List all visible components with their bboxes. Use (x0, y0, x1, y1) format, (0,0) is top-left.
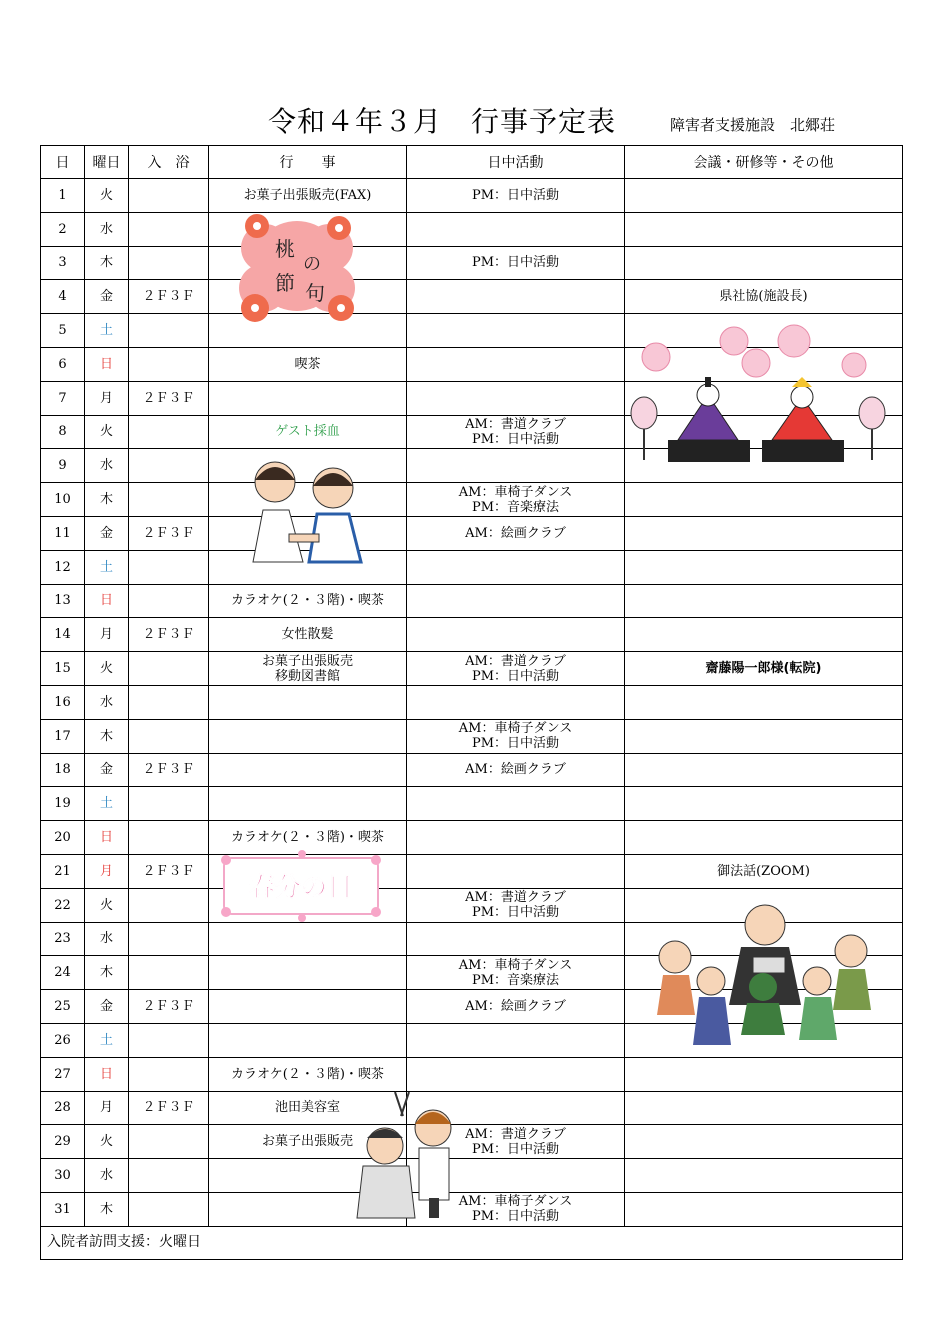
activity-cell: AM：書道クラブ PM：日中活動 (407, 1125, 625, 1159)
table-row (41, 1091, 903, 1125)
day-cell: 10 (41, 483, 85, 517)
event-cell: お菓子出張販売 (209, 1125, 407, 1159)
other-cell (625, 516, 903, 550)
table-row (41, 854, 903, 888)
shunbun-no-hi-illustration (218, 848, 384, 924)
bath-cell (129, 314, 209, 348)
table-row (41, 618, 903, 652)
other-cell (625, 719, 903, 753)
day-cell: 4 (41, 280, 85, 314)
day-cell: 11 (41, 516, 85, 550)
table-row (41, 550, 903, 584)
bath-cell (129, 1125, 209, 1159)
nurse-icon (253, 462, 303, 562)
table-row (41, 516, 903, 550)
weekday-cell: 日 (85, 1057, 129, 1091)
activity-cell (407, 449, 625, 483)
other-cell (625, 483, 903, 517)
activity-cell: AM：絵画クラブ (407, 516, 625, 550)
bath-cell (129, 212, 209, 246)
weekday-cell: 日 (85, 347, 129, 381)
bath-cell: ２Ｆ３Ｆ (129, 990, 209, 1024)
facility-name: 障害者支援施設 北郷荘 (670, 116, 836, 134)
stylist-icon (415, 1110, 451, 1218)
scissors-icon (395, 1092, 409, 1116)
activity-cell: AM：書道クラブ PM：日中活動 (407, 888, 625, 922)
shunbun-label: 春分の日 (248, 873, 354, 903)
day-cell: 26 (41, 1023, 85, 1057)
weekday-cell: 土 (85, 314, 129, 348)
other-cell (625, 618, 903, 652)
other-cell (625, 246, 903, 280)
day-cell: 3 (41, 246, 85, 280)
activity-cell: PM：日中活動 (407, 179, 625, 213)
table-row (41, 1125, 903, 1159)
other-cell (625, 1159, 903, 1193)
bath-cell (129, 821, 209, 855)
other-cell (625, 821, 903, 855)
other-cell (625, 787, 903, 821)
col-event: 行 事 (209, 146, 407, 179)
table-row (41, 1192, 903, 1226)
activity-cell (407, 347, 625, 381)
table-row (41, 246, 903, 280)
weekday-cell: 月 (85, 1091, 129, 1125)
col-activity: 日中活動 (407, 146, 625, 179)
event-cell (209, 381, 407, 415)
weekday-cell: 水 (85, 685, 129, 719)
momo-label-2: の (303, 254, 321, 275)
weekday-cell: 日 (85, 584, 129, 618)
activity-cell (407, 280, 625, 314)
col-weekday: 曜日 (85, 146, 129, 179)
weekday-cell: 金 (85, 753, 129, 787)
table-row (41, 652, 903, 686)
day-cell: 13 (41, 584, 85, 618)
event-cell: お菓子出張販売 移動図書館 (209, 652, 407, 686)
weekday-cell: 火 (85, 179, 129, 213)
dharma-talk-illustration (645, 895, 890, 1050)
activity-cell (407, 1023, 625, 1057)
weekday-cell: 火 (85, 888, 129, 922)
activity-cell: AM：車椅子ダンス PM：日中活動 (407, 719, 625, 753)
activity-cell: AM：車椅子ダンス PM：日中活動 (407, 1192, 625, 1226)
weekday-cell: 月 (85, 854, 129, 888)
day-cell: 8 (41, 415, 85, 449)
weekday-cell: 木 (85, 1192, 129, 1226)
table-row (41, 584, 903, 618)
activity-cell: PM：日中活動 (407, 246, 625, 280)
bath-cell (129, 1023, 209, 1057)
customer-icon (357, 1128, 415, 1218)
activity-cell: AM：書道クラブ PM：日中活動 (407, 652, 625, 686)
day-cell: 29 (41, 1125, 85, 1159)
hairdresser-illustration (355, 1090, 463, 1220)
weekday-cell: 木 (85, 246, 129, 280)
activity-cell: AM：絵画クラブ (407, 753, 625, 787)
day-cell: 5 (41, 314, 85, 348)
table-row (41, 753, 903, 787)
other-cell (625, 753, 903, 787)
bath-cell: ２Ｆ３Ｆ (129, 1091, 209, 1125)
bath-cell (129, 888, 209, 922)
table-row (41, 821, 903, 855)
bath-cell (129, 787, 209, 821)
col-other: 会議・研修等・その他 (625, 146, 903, 179)
table-row (41, 483, 903, 517)
weekday-cell: 土 (85, 550, 129, 584)
weekday-cell: 火 (85, 652, 129, 686)
weekday-cell: 月 (85, 381, 129, 415)
bath-cell (129, 1159, 209, 1193)
activity-cell (407, 685, 625, 719)
bath-cell (129, 179, 209, 213)
event-cell: お菓子出張販売(FAX) (209, 179, 407, 213)
event-cell (209, 990, 407, 1024)
bath-cell (129, 415, 209, 449)
momo-label-4: 句 (305, 281, 325, 305)
day-cell: 21 (41, 854, 85, 888)
day-cell: 7 (41, 381, 85, 415)
page-title: 令和４年３月 行事予定表 (268, 105, 617, 138)
day-cell: 15 (41, 652, 85, 686)
blood-draw-illustration (245, 452, 367, 570)
col-bath: 入 浴 (129, 146, 209, 179)
day-cell: 19 (41, 787, 85, 821)
bath-cell (129, 449, 209, 483)
table-row (41, 212, 903, 246)
weekday-cell: 水 (85, 922, 129, 956)
footer-note: 入院者訪問支援：火曜日 (41, 1226, 903, 1259)
event-cell (209, 1023, 407, 1057)
other-cell (625, 584, 903, 618)
weekday-cell: 火 (85, 415, 129, 449)
event-cell (209, 753, 407, 787)
table-row (41, 719, 903, 753)
bath-cell: ２Ｆ３Ｆ (129, 854, 209, 888)
bath-cell (129, 652, 209, 686)
patient-icon (309, 468, 361, 562)
activity-cell (407, 618, 625, 652)
other-cell (625, 212, 903, 246)
weekday-cell: 土 (85, 1023, 129, 1057)
activity-cell: AM：絵画クラブ (407, 990, 625, 1024)
bath-cell (129, 956, 209, 990)
event-cell (209, 922, 407, 956)
table-row (41, 280, 903, 314)
weekday-cell: 水 (85, 212, 129, 246)
event-cell: カラオケ(２・３階)・喫茶 (209, 1057, 407, 1091)
other-cell (625, 685, 903, 719)
weekday-cell: 木 (85, 956, 129, 990)
schedule-table (40, 145, 903, 1260)
other-cell: 県社協(施設長) (625, 280, 903, 314)
other-cell (625, 1192, 903, 1226)
activity-cell (407, 584, 625, 618)
bath-cell: ２Ｆ３Ｆ (129, 381, 209, 415)
table-row (41, 685, 903, 719)
activity-cell (407, 922, 625, 956)
day-cell: 31 (41, 1192, 85, 1226)
day-cell: 30 (41, 1159, 85, 1193)
table-row (41, 1057, 903, 1091)
event-cell (209, 685, 407, 719)
weekday-cell: 木 (85, 483, 129, 517)
momo-label-3: 節 (275, 271, 295, 295)
activity-cell: AM：車椅子ダンス PM：音楽療法 (407, 483, 625, 517)
ohina-sama-icon (762, 377, 844, 462)
event-cell (209, 956, 407, 990)
momo-label-1: 桃 (275, 237, 295, 261)
weekday-cell: 金 (85, 990, 129, 1024)
header-row (41, 146, 903, 179)
activity-cell (407, 854, 625, 888)
day-cell: 12 (41, 550, 85, 584)
other-cell (625, 1125, 903, 1159)
day-cell: 18 (41, 753, 85, 787)
activity-cell (407, 550, 625, 584)
day-cell: 17 (41, 719, 85, 753)
weekday-cell: 月 (85, 618, 129, 652)
day-cell: 9 (41, 449, 85, 483)
day-cell: 1 (41, 179, 85, 213)
bath-cell: ２Ｆ３Ｆ (129, 280, 209, 314)
day-cell: 25 (41, 990, 85, 1024)
bath-cell (129, 719, 209, 753)
event-cell: 喫茶 (209, 347, 407, 381)
activity-cell: AM：車椅子ダンス PM：音楽療法 (407, 956, 625, 990)
weekday-cell: 木 (85, 719, 129, 753)
bath-cell (129, 1057, 209, 1091)
bath-cell (129, 347, 209, 381)
bath-cell (129, 550, 209, 584)
day-cell: 24 (41, 956, 85, 990)
weekday-cell: 火 (85, 1125, 129, 1159)
other-cell (625, 179, 903, 213)
table-row (41, 1159, 903, 1193)
bath-cell: ２Ｆ３Ｆ (129, 516, 209, 550)
weekday-cell: 金 (85, 516, 129, 550)
event-cell (209, 719, 407, 753)
weekday-cell: 日 (85, 821, 129, 855)
day-cell: 6 (41, 347, 85, 381)
bath-cell: ２Ｆ３Ｆ (129, 618, 209, 652)
table-row (41, 787, 903, 821)
event-cell: 女性散髪 (209, 618, 407, 652)
day-cell: 2 (41, 212, 85, 246)
activity-cell (407, 821, 625, 855)
day-cell: 14 (41, 618, 85, 652)
weekday-cell: 土 (85, 787, 129, 821)
bath-cell (129, 685, 209, 719)
weekday-cell: 水 (85, 1159, 129, 1193)
day-cell: 28 (41, 1091, 85, 1125)
day-cell: 23 (41, 922, 85, 956)
activity-cell (407, 212, 625, 246)
activity-cell (407, 314, 625, 348)
event-cell (209, 787, 407, 821)
footer-row (41, 1226, 903, 1259)
activity-cell: AM：書道クラブ PM：日中活動 (407, 415, 625, 449)
other-cell (625, 550, 903, 584)
bath-cell (129, 922, 209, 956)
other-cell: 齋藤陽一郎様(転院) (625, 652, 903, 686)
bath-cell (129, 483, 209, 517)
day-cell: 20 (41, 821, 85, 855)
bath-cell (129, 1192, 209, 1226)
odairi-sama-icon (668, 377, 750, 462)
col-day: 日 (41, 146, 85, 179)
activity-cell (407, 1057, 625, 1091)
event-cell: カラオケ(２・３階)・喫茶 (209, 584, 407, 618)
table-row (41, 179, 903, 213)
bath-cell (129, 584, 209, 618)
event-cell: ゲスト採血 (209, 415, 407, 449)
day-cell: 27 (41, 1057, 85, 1091)
event-cell: 池田美容室 (209, 1091, 407, 1125)
day-cell: 16 (41, 685, 85, 719)
bath-cell: ２Ｆ３Ｆ (129, 753, 209, 787)
other-cell: 御法話(ZOOM) (625, 854, 903, 888)
weekday-cell: 金 (85, 280, 129, 314)
activity-cell (407, 787, 625, 821)
other-cell (625, 1091, 903, 1125)
hina-dolls-illustration (626, 315, 891, 470)
weekday-cell: 水 (85, 449, 129, 483)
activity-cell (407, 381, 625, 415)
bath-cell (129, 246, 209, 280)
day-cell: 22 (41, 888, 85, 922)
other-cell (625, 1057, 903, 1091)
momo-no-sekku-illustration (235, 208, 360, 330)
event-cell: カラオケ(２・３階)・喫茶 (209, 821, 407, 855)
